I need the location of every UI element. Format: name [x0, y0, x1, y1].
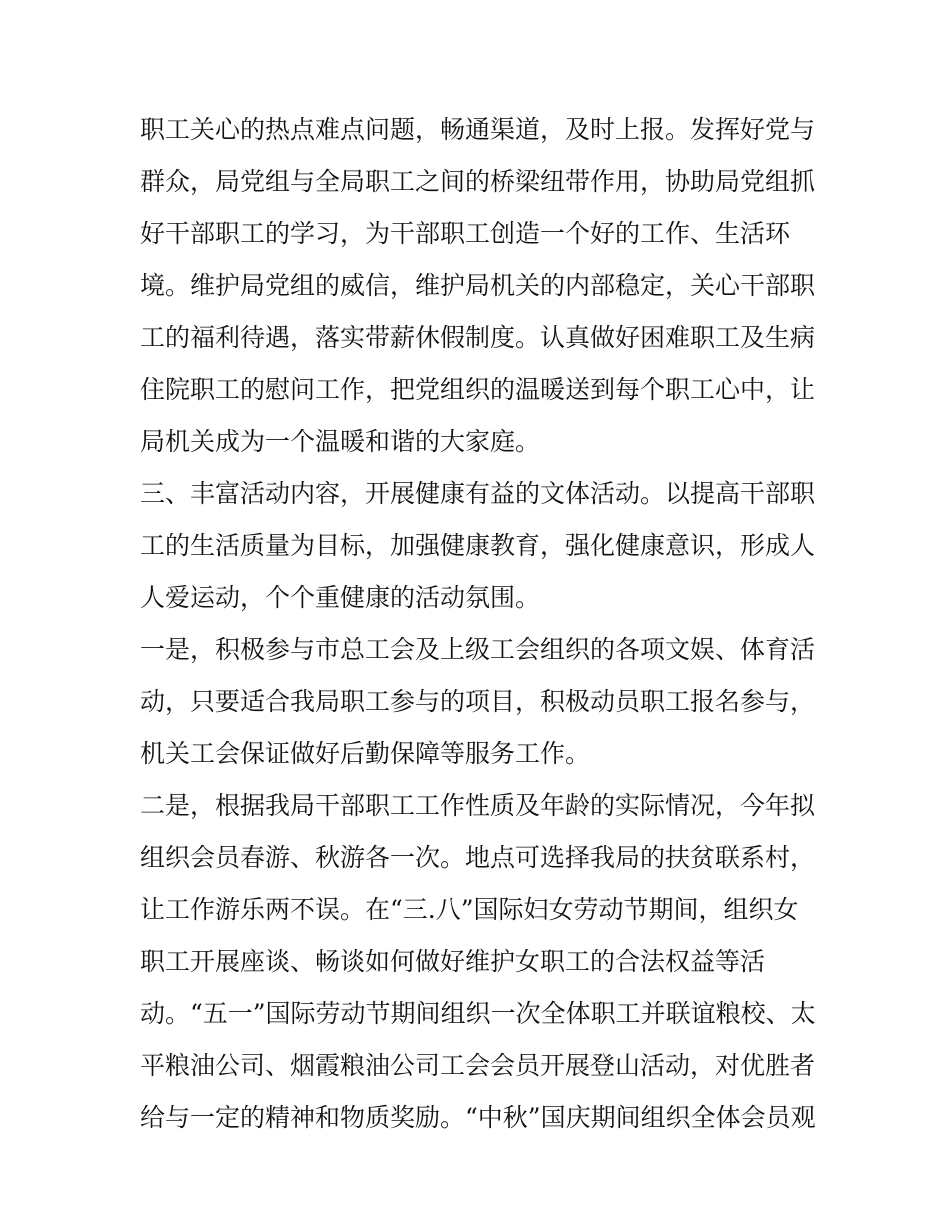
text-line: 机关工会保证做好后勤保障等服务工作。 — [140, 739, 591, 768]
text-line: 人爱运动，个个重健康的活动氛围。 — [140, 583, 541, 612]
text-line: 二是，根据我局干部职工工作性质及年龄的实际情况，今年拟 — [140, 791, 816, 820]
text-line: 境。维护局党组的威信，维护局机关的内部稳定，关心干部职 — [140, 271, 816, 300]
text-line: 职工开展座谈、畅谈如何做好维护女职工的合法权益等活 — [140, 947, 766, 976]
section-heading-line: 三、丰富活动内容，开展健康有益的文体活动。以提高干部职 — [140, 479, 816, 508]
text-line: 组织会员春游、秋游各一次。地点可选择我局的扶贫联系村， — [140, 843, 816, 872]
text-line: 动。“五一”国际劳动节期间组织一次全体职工并联谊粮校、太 — [140, 999, 816, 1028]
text-line: 给与一定的精神和物质奖励。“中秋”国庆期间组织全体会员观 — [140, 1103, 816, 1132]
text-line: 工的生活质量为目标，加强健康教育，强化健康意识，形成人 — [140, 531, 816, 560]
text-line: 动，只要适合我局职工参与的项目，积极动员职工报名参与， — [140, 687, 816, 716]
text-line: 群众，局党组与全局职工之间的桥梁纽带作用，协助局党组抓 — [140, 167, 816, 196]
body-text — [140, 104, 830, 1144]
text-line: 好干部职工的学习，为干部职工创造一个好的工作、生活环 — [140, 219, 791, 248]
text-line: 工的福利待遇，落实带薪休假制度。认真做好困难职工及生病 — [140, 323, 816, 352]
text-line: 平粮油公司、烟霞粮油公司工会会员开展登山活动，对优胜者 — [140, 1051, 816, 1080]
text-line: 一是，积极参与市总工会及上级工会组织的各项文娱、体育活 — [140, 635, 816, 664]
text-line: 住院职工的慰问工作，把党组织的温暖送到每个职工心中，让 — [140, 375, 816, 404]
text-line: 局机关成为一个温暖和谐的大家庭。 — [140, 427, 541, 456]
text-line: 职工关心的热点难点问题，畅通渠道，及时上报。发挥好党与 — [140, 115, 816, 144]
text-line: 让工作游乐两不误。在“三.八”国际妇女劳动节期间，组织女 — [140, 895, 799, 924]
